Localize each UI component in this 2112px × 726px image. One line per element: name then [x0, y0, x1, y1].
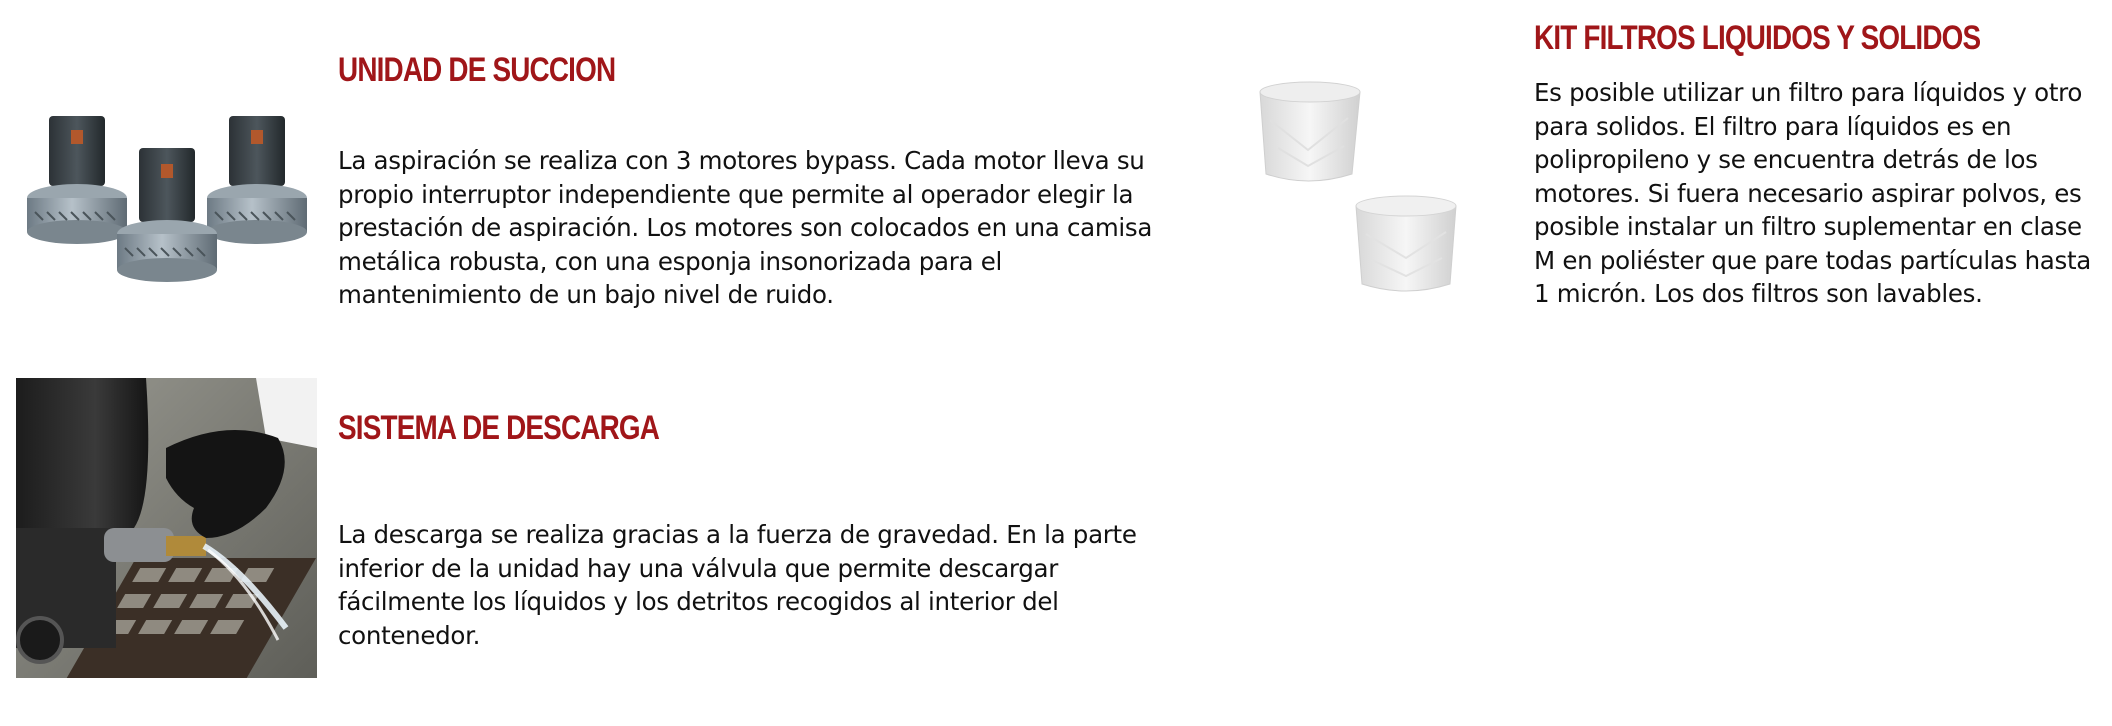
filter-bags-image	[1248, 70, 1473, 300]
feature-title: KIT FILTROS LIQUIDOS Y SOLIDOS	[1534, 19, 1981, 57]
feature-description: Es posible utilizar un filtro para líquidos y otro para solidos. El filtro para líquidos es en polipropileno y se encuentra detrás de los motores. Si fuera necesario aspirar polvos, es posible instalar un filtro suplementar en clase M en poliéster que pare todas partículas hasta 1 micrón. Los dos filtros son lavables.	[1534, 78, 2092, 308]
drain-valve-image	[16, 378, 317, 678]
feature-description: La descarga se realiza gracias a la fuerza de gravedad. En la parte inferior de la unidad hay una válvula que permite descargar fácilmente los líquidos y los detritos recogidos al interior del contenedor.	[338, 520, 1137, 650]
feature-description: La aspiración se realiza con 3 motores bypass. Cada motor lleva su propio interruptor independiente que permite al operador elegir la prestación de aspiración. Los motores son colocados en una camisa metálica robusta, con una esponja insonorizada para el mantenimiento de un bajo nivel de ruido.	[338, 146, 1153, 309]
three-bypass-motors-image	[25, 110, 310, 290]
feature-title: SISTEMA DE DESCARGA	[338, 409, 660, 447]
feature-title: UNIDAD DE SUCCION	[338, 51, 616, 89]
